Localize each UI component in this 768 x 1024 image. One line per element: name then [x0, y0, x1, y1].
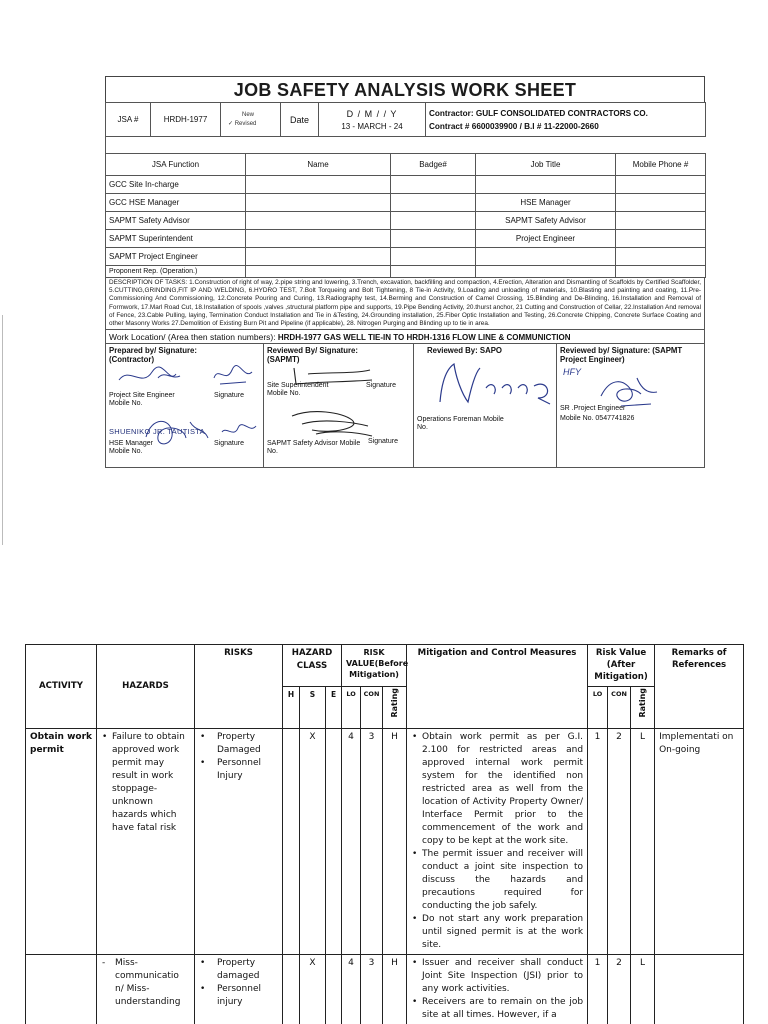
title-cell [476, 176, 616, 194]
spacer [105, 137, 705, 153]
table-row [26, 729, 744, 955]
work-location-value: HRDH-1977 GAS WELL TIE-IN TO HRDH-1316 FLOW LINE & COMMUNICTION [277, 333, 571, 343]
hse-manager-label: HSE Manager Mobile No. [109, 440, 153, 456]
col-risk-after: Risk Value (After Mitigation) [588, 645, 655, 687]
jsa-header-table [105, 102, 706, 137]
mitigation-item: • The permit issuer and receiver will conduct a joint site inspection to discuss the hazards and precautions required for conducting the job safely. [411, 848, 583, 913]
jsa-label: JSA # [106, 103, 151, 137]
check-icon: ✓ [228, 120, 235, 127]
mitigation-item: • Do not start any work preparation until signed permit is at the work site. [411, 913, 583, 952]
hfy-mark: HFY [563, 367, 581, 378]
project-site-engineer-label: Project Site Engineer Mobile No. [109, 392, 175, 408]
lo-after-cell: 1 [588, 955, 608, 1024]
function-cell: GCC HSE Manager [106, 194, 246, 212]
activity-cell [26, 955, 97, 1024]
function-cell: GCC Site In-charge [106, 176, 246, 194]
function-cell: Proponent Rep. (Operation.) [106, 266, 246, 278]
table-row [26, 955, 744, 1024]
mitigation-item: • Issuer and receiver shall conduct Joint Site Inspection (JSI) prior to any work activities. [411, 957, 583, 996]
lo-cell: 4 [342, 955, 361, 1024]
h-cell [283, 955, 300, 1024]
prepared-by-cell [106, 344, 264, 467]
new-revised-box [221, 103, 281, 137]
table-row [106, 212, 706, 230]
reviewed-sapmt-heading: Reviewed By/ Signature: (SAPMT) [267, 346, 358, 365]
date-label: Date [281, 103, 319, 137]
col-mitigation: Mitigation and Control Measures [407, 645, 588, 729]
table-row [106, 176, 706, 194]
hazard-item: • Failure to obtain approved work permit may result in work stoppage- unknown hazards which have fatal risk [101, 731, 190, 835]
reviewed-sapo-cell [414, 344, 557, 467]
col-jsa-function: JSA Function [106, 154, 246, 176]
table-row [106, 194, 706, 212]
hazard-item: - Miss-communicatio n/ Miss-understanding [101, 957, 190, 1009]
function-cell: SAPMT Project Engineer [106, 248, 246, 266]
lo-cell: 4 [342, 729, 361, 955]
remarks-cell: Implementati on On-going [655, 729, 744, 955]
function-cell: SAPMT Safety Advisor [106, 212, 246, 230]
title-cell: HSE Manager [476, 194, 616, 212]
col-badge: Badge# [391, 154, 476, 176]
lo-after-cell: 1 [588, 729, 608, 955]
col-h: H [283, 687, 300, 729]
con-after-cell: 2 [608, 955, 631, 1024]
risk-item: • Personnel Injury [199, 757, 278, 783]
signature-label: Signature [214, 392, 244, 400]
table-row [106, 230, 706, 248]
col-risks: RISKS [195, 645, 283, 729]
col-remarks: Remarks of References [655, 645, 744, 729]
new-label: New [242, 111, 255, 118]
col-risk-before: RISK VALUE(Before Mitigation) [342, 645, 407, 687]
col-mobile: Mobile Phone # [616, 154, 706, 176]
date-format: D / M / / Y [346, 108, 398, 119]
s-cell: X [300, 955, 326, 1024]
description-of-tasks: DESCRIPTION OF TASKS: 1.Construction of right of way, 2.pipe string and lowering, 3.Trench, excavation, backfilling and compaction, 4.Erection, Alteration and Dismantling of Scaffolds by Certified Scaffolder, 5.CUTTING,GRINDING,FIT IP AND WELDING, 6.HYDRO TEST, 7.Bolt Torqueing and Bolt Tightening, 8 Tie-in Activity, 9.Loading and unloading of materials, 10.Blasting and painting and coating, 11.Pre-Commissioning And Commissioning, 12.Concrete Pouring and Curing, 13.Radiography test, 14.Berming and Construction of Camel Crossing, 15.Blinding and De-Blinding, 16.Installation and Removal of Formwork, 17.Marl Road Cut, 18.Installation of spools ,valves ,structural platform pipe and supports, 19.Pipe Bending Activity, 20.thurst anchor, 21 Cutting and Construction of Cellar, 22.Installation And removal of Fence, 23.Cable Pulling, laying, Termination Conduct Installation and Tie in &Testing, 24.Grounding installation, 25.Fiber Optic Installation and Testing, 26.Concrete Chipping, Concrete Surface Coating and other Masonry Works 27.Demolition of Existing Burn Pit and Pipeline (if applicable), 28. Nitrogen Purging and Blinding up to tie in area. [105, 278, 705, 330]
rating-cell: H [383, 729, 407, 955]
jsa-worksheet [105, 76, 705, 468]
col-con: CON [361, 687, 383, 729]
contract-number: Contract # 6600039900 / B.I # 11-22000-2660 [429, 121, 599, 131]
risk-item: • Property Damaged [199, 731, 278, 757]
mitigation-cell [407, 729, 588, 955]
operations-foreman-label: Operations Foreman Mobile No. [417, 416, 504, 432]
col-activity: ACTIVITY [26, 645, 97, 729]
title-cell: Project Engineer [476, 230, 616, 248]
col-name: Name [246, 154, 391, 176]
signature-label: Signature [214, 440, 244, 448]
reviewed-pe-cell [557, 344, 706, 467]
mitigation-cell [407, 955, 588, 1024]
col-job-title: Job Title [476, 154, 616, 176]
contractor-box [426, 103, 706, 137]
jsa-number: HRDH-1977 [151, 103, 221, 137]
col-s: S [300, 687, 326, 729]
date-box [319, 103, 426, 137]
site-superintendent-label: Site Superintendent Mobile No. [267, 382, 329, 398]
reviewed-sapo-heading: Reviewed By: SAPO [427, 346, 502, 356]
activity-cell: Obtain work permit [26, 729, 97, 955]
signature-label: Signature [368, 438, 398, 446]
risks-cell [195, 729, 283, 955]
col-e: E [326, 687, 342, 729]
hse-manager-name: SHUENIKO JR. TAUTISTA [109, 427, 205, 437]
table-row [106, 248, 706, 266]
col-con-after: CON [608, 687, 631, 729]
jsa-function-table [105, 153, 706, 278]
col-lo-after: LO [588, 687, 608, 729]
table-row [106, 266, 706, 278]
title-cell [476, 266, 616, 278]
sr-project-engineer-label: SR .Project Engineer [560, 405, 626, 413]
risks-cell [195, 955, 283, 1024]
hazard-analysis-section [25, 644, 743, 1024]
rating-cell: H [383, 955, 407, 1024]
hazards-cell [97, 729, 195, 955]
risk-item: • Property damaged [199, 957, 278, 983]
sr-project-engineer-mobile: Mobile No. 0547741826 [560, 415, 635, 423]
col-rating: Rating [383, 687, 407, 729]
title-cell [476, 248, 616, 266]
rating-after-cell: L [631, 955, 655, 1024]
rating-after-cell: L [631, 729, 655, 955]
col-rating-after: Rating [631, 687, 655, 729]
date-value: 13 - MARCH - 24 [341, 121, 403, 131]
scan-edge-mark [2, 315, 3, 545]
e-cell [326, 729, 342, 955]
title-cell: SAPMT Safety Advisor [476, 212, 616, 230]
safety-advisor-label: SAPMT Safety Advisor Mobile No. [267, 440, 361, 456]
con-cell: 3 [361, 729, 383, 955]
reviewed-pe-heading: Reviewed by/ Signature: (SAPMT Project Engineer) [560, 346, 683, 365]
revised-label: ✓ Revised [228, 120, 257, 127]
work-location-label: Work Location/ (Area then station numbers): [109, 332, 276, 343]
s-cell: X [300, 729, 326, 955]
risk-item: • Personnel injury [199, 983, 278, 1009]
reviewed-sapmt-cell [264, 344, 414, 467]
hazard-analysis-table [25, 644, 744, 1024]
operations-foreman-signature [418, 358, 558, 414]
work-location [105, 330, 705, 344]
worksheet-title: JOB SAFETY ANALYSIS WORK SHEET [105, 76, 705, 102]
h-cell [283, 729, 300, 955]
prepared-by-heading: Prepared by/ Signature: (Contractor) [109, 346, 197, 365]
con-after-cell: 2 [608, 729, 631, 955]
function-cell: SAPMT Superintendent [106, 230, 246, 248]
con-cell: 3 [361, 955, 383, 1024]
col-lo: LO [342, 687, 361, 729]
remarks-cell [655, 955, 744, 1024]
hazards-cell [97, 955, 195, 1024]
col-hazards: HAZARDS [97, 645, 195, 729]
signature-block [105, 344, 705, 468]
col-hazard-class: HAZARD CLASS [283, 645, 342, 687]
contractor-name: Contractor: GULF CONSOLIDATED CONTRACTORS CO. [429, 108, 648, 118]
safety-advisor-signature [272, 406, 412, 440]
mitigation-item: • Obtain work permit as per G.I. 2.100 for restricted areas and approved internal work permit system for the identified non restricted area as well from the location of Activity Property Owner/ Interface Permit prior to the commencement of the work and copy to be kept at the work site. [411, 731, 583, 848]
signature-label: Signature [366, 382, 396, 390]
mitigation-item: • Receivers are to remain on the job site at all times. However, if a [411, 996, 583, 1022]
e-cell [326, 955, 342, 1024]
